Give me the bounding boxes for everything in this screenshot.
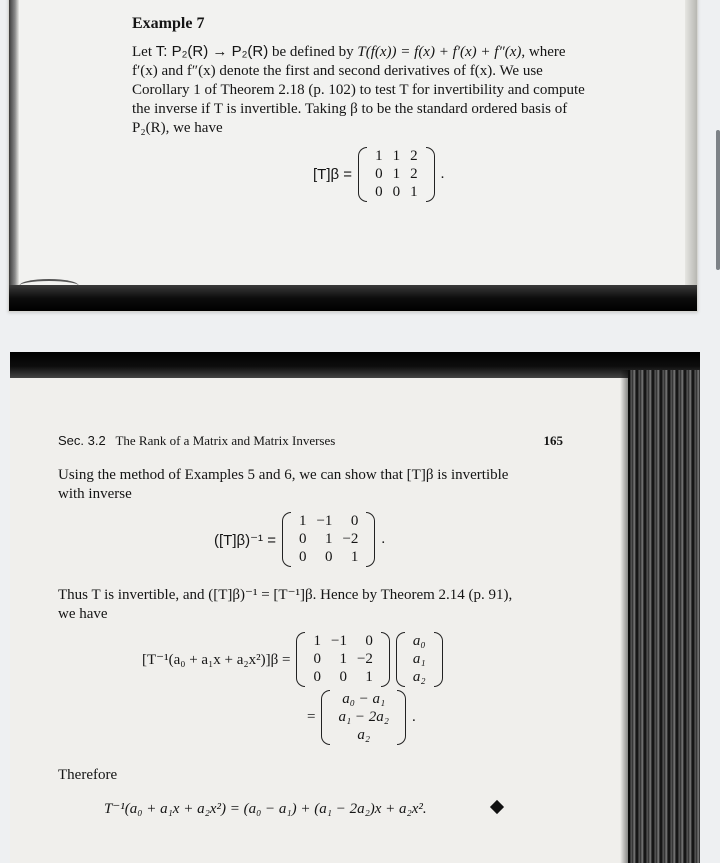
matrix-cell: 1 [365, 669, 373, 685]
para-line-3: Corollary 1 of Theorem 2.18 (p. 102) to test T for invertibility and compute [132, 82, 585, 98]
matrix-cell: 0 [350, 513, 359, 529]
left-paren [321, 690, 330, 745]
right-paren [434, 632, 443, 687]
para-line-1 [132, 42, 637, 62]
right-paren [366, 512, 375, 567]
vector-cell: a₁ − 2a₂ [338, 709, 390, 725]
product-label: [T⁻¹(a₀ + a₁x + a₂x²)]β = [142, 652, 291, 668]
para-line-2: f′(x) and f″(x) denote the first and second derivatives of f(x). We use [132, 63, 543, 79]
para2-line-2: we have [58, 606, 108, 622]
left-paren [282, 512, 291, 567]
matrix-cell: 2 [410, 148, 418, 164]
vector-grid [330, 690, 397, 745]
matrix-cell: 1 [324, 531, 333, 547]
matrix-cell: 0 [324, 549, 333, 565]
page-curl [19, 279, 79, 293]
inverse-matrix [282, 512, 375, 567]
matrix-cell: 1 [298, 513, 307, 529]
left-paren [296, 632, 305, 687]
matrix-grid [367, 147, 426, 202]
product-matrix [296, 632, 389, 687]
inverse-label: ([T]β)⁻¹ = [214, 531, 276, 549]
matrix-cell: 0 [298, 549, 307, 565]
book-binding-shadow [9, 0, 19, 311]
para1-line-2: with inverse [58, 486, 132, 502]
result-period: . [412, 709, 416, 725]
coefficient-vector [396, 632, 443, 687]
matrix-cell: 1 [375, 148, 383, 164]
vector-cell: a₀ [412, 633, 426, 649]
matrix-cell: 0 [375, 184, 383, 200]
section-number: Sec. 3.2 [58, 433, 106, 448]
section-title: The Rank of a Matrix and Matrix Inverses [115, 433, 336, 448]
final-equation: T⁻¹(a₀ + a₁x + a₂x²) = (a₀ − a₁) + (a₁ − 2a₂)x + a₂x². [104, 801, 427, 817]
vector-cell: a₂ [357, 727, 371, 743]
para-line-5: P₂(R), we have [132, 120, 223, 136]
inverse-equation [214, 512, 385, 567]
matrix-cell: 1 [313, 633, 321, 649]
para-line-4: the inverse if T is invertible. Taking β to be the standard ordered basis of [132, 101, 568, 117]
matrix-grid [291, 512, 366, 567]
matrix-cell: −1 [330, 633, 347, 649]
paragraph-1 [58, 466, 563, 504]
page-number: 165 [543, 433, 563, 448]
map-declaration: T: P₂(R) → P₂(R) [155, 43, 269, 60]
vector-cell: a₀ − a₁ [342, 691, 386, 707]
matrix-equation-1 [313, 147, 444, 202]
matrix-cell: 1 [392, 148, 401, 164]
therefore-text: Therefore [58, 767, 118, 783]
example-paragraph [132, 42, 637, 138]
vector-cell: a₁ [412, 651, 426, 667]
matrix-period: . [440, 166, 445, 182]
result-vector [321, 690, 406, 745]
header-left [58, 433, 335, 449]
example-heading: Example 7 [132, 15, 205, 32]
matrix-cell: 0 [313, 669, 321, 685]
text-where: , where [521, 44, 566, 60]
matrix-cell: 0 [375, 166, 383, 182]
matrix-cell: −2 [356, 651, 373, 667]
para2-line-1: Thus T is invertible, and ([T]β)⁻¹ = [T⁻¹]β. Hence by Theorem 2.14 (p. 91), [58, 587, 513, 603]
matrix-cell: 1 [350, 549, 359, 565]
paragraph-2 [58, 586, 563, 624]
vector-cell: a₂ [412, 669, 426, 685]
matrix-cell: 2 [410, 166, 418, 182]
para1-line-1: Using the method of Examples 5 and 6, we can show that [T]β is invertible [58, 467, 509, 483]
left-paren [396, 632, 405, 687]
matrix-label: [T]β = [313, 166, 353, 183]
book-edge-band [9, 285, 697, 311]
equals-sign: = [307, 709, 316, 725]
matrix-cell: 1 [392, 166, 401, 182]
running-header [58, 433, 563, 449]
right-paren [426, 147, 435, 202]
result-equation [307, 690, 416, 745]
book-page-stack [628, 370, 700, 863]
inverse-period: . [381, 531, 386, 547]
book-edge-band [10, 352, 700, 378]
matrix-cell: 0 [339, 669, 347, 685]
text-defined-by: be defined by [268, 44, 358, 60]
matrix-cell: 1 [410, 184, 418, 200]
text-let: Let [132, 44, 156, 60]
matrix-cell: −1 [316, 513, 333, 529]
page-right-edge [685, 0, 697, 311]
left-paren [358, 147, 367, 202]
scroll-indicator[interactable] [716, 130, 720, 270]
matrix-T-beta [358, 147, 435, 202]
map-definition: T(f(x)) = f(x) + f′(x) + f″(x) [357, 44, 522, 60]
matrix-cell: 0 [313, 651, 321, 667]
matrix-cell: 0 [365, 633, 373, 649]
right-paren [381, 632, 390, 687]
matrix-cell: 0 [298, 531, 307, 547]
vector-grid [405, 632, 434, 687]
matrix-cell: −2 [342, 531, 359, 547]
right-paren [397, 690, 406, 745]
product-equation [142, 632, 443, 687]
matrix-cell: 1 [339, 651, 347, 667]
matrix-cell: 0 [392, 184, 401, 200]
matrix-grid [305, 632, 380, 687]
